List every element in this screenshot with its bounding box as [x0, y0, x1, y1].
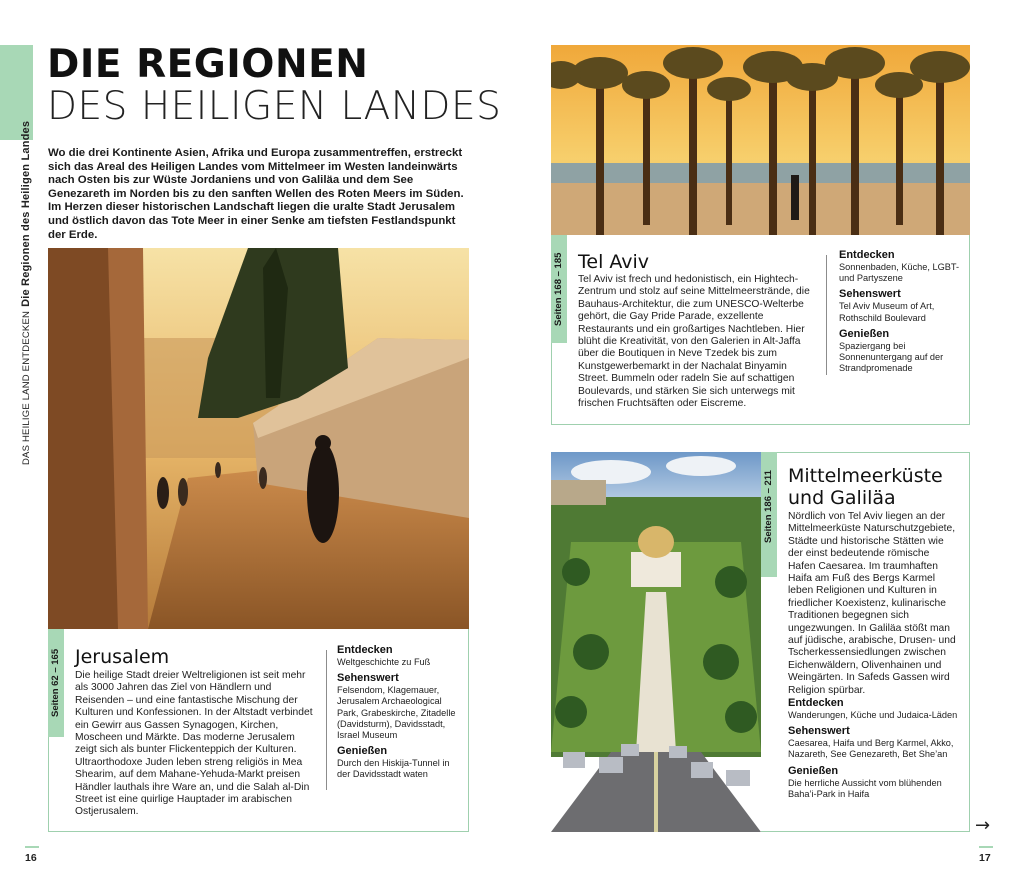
tel-aviv-sehenswert-text: Tel Aviv Museum of Art, Rothschild Boulevard	[839, 301, 935, 323]
arrow-right-icon[interactable]: →	[975, 815, 991, 836]
side-running-header	[20, 120, 36, 465]
jerusalem-column-divider	[326, 650, 327, 790]
jerusalem-entdecken-label: Entdecken	[337, 644, 393, 656]
intro-paragraph: Wo die drei Kontinente Asien, Afrika und Europa zusammentreffen, erstreckt sich das Areal des Heiligen Landes vom Mittelmeer im Westen landeinwärts nach Osten bis zur Wüste Jordaniens und von Galiläa und dem See Genezareth im Norden bis zu den sanften Wellen des Roten Meers im Süden. Im Herzen dieser historischen Landschaft liegen die uralte Stadt Jerusalem und östlich davon das Tote Meer in einer Senke am tiefsten Festlandspunkt der Erde.	[48, 147, 464, 241]
tel-aviv-description: Tel Aviv ist frech und hedonistisch, ein Hightech-Zentrum und stolz auf seine Mittelmeerstrände, die Bauhaus-Architektur, die zum UNESCO-Welterbe gehört, die Gay Pride Parade, exzellente Restaurants und ein großartiges Nachtleben. Hier blüht die Kreativität, von den Galerien in Alt-Jaffa über die Boutiquen in Neve Tzedek bis zum Kunstgewerbemarkt in der Nachalat Binyamin Street. Bummeln oder radeln Sie auf schattigen Boulevards, und stärken Sie sich unterwegs mit frischen Fruchtsäften oder Eiscreme.	[578, 274, 810, 410]
tel-aviv-geniessen-text: Spaziergang bei Sonnenuntergang auf der Strandpromenade	[839, 340, 944, 374]
galilaea-heading-line2: und Galiläa	[788, 487, 896, 509]
jerusalem-entdecken-text: Weltgeschichte zu Fuß	[337, 657, 431, 667]
page-title-line2: DES HEILIGEN LANDES	[47, 84, 502, 129]
tel-aviv-entdecken-text: Sonnenbaden, Küche, LGBT- und Partyszene	[839, 262, 960, 284]
galilaea-page-range: Seiten 186 – 211	[763, 470, 774, 543]
galilaea-sehenswert-label: Sehenswert	[788, 725, 850, 738]
galilaea-heading-line1: Mittelmeerküste	[788, 465, 943, 487]
tel-aviv-page-range: Seiten 168 – 185	[553, 252, 564, 326]
jerusalem-heading: Jerusalem	[75, 646, 170, 668]
galilaea-sehenswert-text: Caesarea, Haifa und Berg Karmel, Akko, Nazareth, See Genezareth, Bet She’an	[788, 738, 954, 760]
jerusalem-photo	[48, 248, 469, 629]
tel-aviv-facts	[839, 249, 964, 378]
right-page-number: 17	[979, 852, 991, 864]
chapter-label: Die Regionen des Heiligen Landes	[20, 120, 32, 307]
right-page-number-rule	[979, 846, 993, 848]
tel-aviv-entdecken-label: Entdecken	[839, 249, 895, 261]
jerusalem-description: Die heilige Stadt dreier Weltreligionen ist seit mehr als 3000 Jahren das Ziel von Händlern und Reisenden – und eine fantastische Mischung der Kulturen und Konfessionen. In der Altstadt verbindet ein Gewirr aus Gassen Synagogen, Kirchen, Moscheen und Märkte. Das moderne Jerusalem zeigt sich als bunter Flickenteppich der Kulturen. Ultraorthodoxe Juden leben streng religiös in Mea Shearim, auf dem Mahane-Yehuda-Markt preisen Händler lauthals ihre Ware an, und die Salah al-Din Street ist eine quirlige Hauptader im arabischen Ostjerusalem.	[75, 670, 313, 818]
jerusalem-page-range: Seiten 62 – 165	[50, 648, 61, 717]
galilaea-entdecken-label: Entdecken	[788, 697, 844, 709]
galilaea-facts	[788, 697, 963, 804]
galilaea-entdecken-text: Wanderungen, Küche und Judaica-Läden	[788, 710, 958, 720]
galilaea-page-tag	[761, 452, 777, 577]
tel-aviv-geniessen-label: Genießen	[839, 327, 890, 340]
page-title-line1: DIE REGIONEN	[47, 42, 369, 87]
jerusalem-geniessen-label: Genießen	[337, 745, 388, 758]
tel-aviv-photo	[551, 45, 970, 235]
left-page-number: 16	[25, 852, 37, 864]
galilaea-geniessen-label: Genießen	[788, 764, 839, 777]
section-label: DAS HEILIGE LAND ENTDECKEN	[21, 310, 32, 465]
tel-aviv-heading: Tel Aviv	[578, 251, 650, 273]
jerusalem-geniessen-text: Durch den Hiskija-Tunnel in der Davidsstadt waten	[337, 758, 450, 780]
galilaea-geniessen-text: Die herrliche Aussicht vom blühenden Baha’i-Park in Haifa	[788, 777, 942, 799]
tel-aviv-sehenswert-label: Sehenswert	[839, 288, 901, 301]
jerusalem-sehenswert-label: Sehenswert	[337, 672, 399, 685]
left-page-number-rule	[25, 846, 39, 848]
jerusalem-sehenswert-text: Felsendom, Klagemauer, Jerusalem Archaeological Park, Grabeskirche, Zitadelle (Davidsturm), Davidsstadt, Israel Museum	[337, 685, 456, 741]
tel-aviv-column-divider	[826, 255, 827, 375]
jerusalem-page-tag	[48, 629, 64, 737]
jerusalem-facts	[337, 644, 462, 785]
haifa-photo	[551, 452, 761, 832]
galilaea-description: Nördlich von Tel Aviv liegen an der Mittelmeerküste Naturschutzgebiete, Städte und historische Stätten wie der einst bedeutende römische Hafen Caesarea. Im traumhaften Haifa am Fuß des Bergs Karmel leben Religionen und Kulturen in friedlicher Koexistenz, kulinarische Traditionen begegnen sich ungezwungen. In Galiläa stößt man auf jüdische, arabische, Drusen- und Tscherkessensiedlungen zwischen Eichenwäldern, Olivenhainen und Weingärten. In Safeds Gassen wird Religion spürbar.	[788, 511, 956, 696]
tel-aviv-page-tag	[551, 235, 567, 343]
